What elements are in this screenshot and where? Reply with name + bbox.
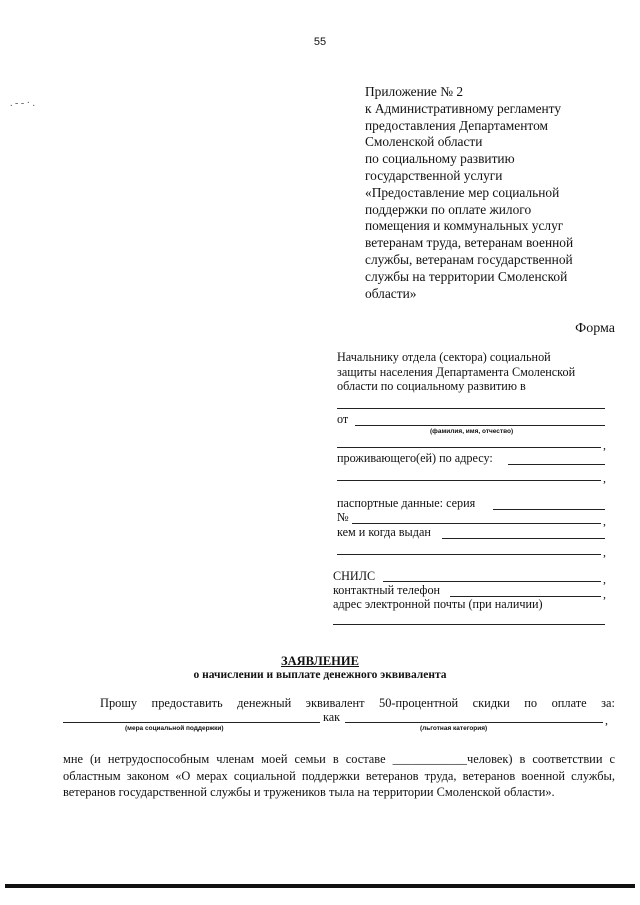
snils-label: СНИЛС — [333, 569, 376, 583]
email-field[interactable] — [333, 624, 605, 625]
category-caption: (льготная категория) — [420, 725, 488, 732]
appendix-line: службы на территории Смоленской — [365, 268, 568, 284]
residence-field-2[interactable] — [337, 480, 601, 481]
passport-label: паспортные данные: серия — [337, 496, 476, 510]
comma: , — [603, 438, 606, 452]
category-field[interactable] — [345, 722, 603, 723]
issued-field-2[interactable] — [337, 554, 601, 555]
measure-caption: (мера социальной поддержки) — [125, 725, 224, 732]
form-label: Форма — [575, 321, 615, 336]
comma: , — [605, 713, 608, 727]
issued-field[interactable] — [442, 538, 605, 539]
scan-edge-bar — [5, 884, 635, 888]
comma: , — [603, 514, 606, 528]
appendix-line: по социальному развитию — [365, 151, 515, 167]
appendix-line: «Предоставление мер социальной — [365, 184, 560, 200]
appendix-line: Смоленской области — [365, 134, 483, 150]
fio-caption: (фамилия, имя, отчество) — [430, 428, 514, 435]
passport-series-field[interactable] — [493, 509, 605, 510]
fio-field[interactable] — [355, 425, 605, 426]
page-number: 55 — [313, 36, 327, 48]
measure-field[interactable] — [63, 722, 320, 723]
appendix-line: области» — [365, 285, 417, 301]
appendix-line: предоставления Департаментом — [365, 117, 548, 133]
comma: , — [603, 545, 606, 559]
snils-field[interactable] — [383, 581, 601, 582]
statement-subtitle: о начислении и выплате денежного эквивалента — [193, 669, 447, 681]
residence-field[interactable] — [508, 464, 605, 465]
as-word: как — [323, 710, 341, 724]
addressee-line: области по социальному развитию в — [337, 379, 526, 393]
residence-label: проживающего(ей) по адресу: — [337, 451, 493, 465]
comma: , — [603, 587, 606, 601]
statement-title: ЗАЯВЛЕНИЕ — [281, 654, 359, 668]
issued-label: кем и когда выдан — [337, 525, 431, 539]
statement-paragraph: мне (и нетрудоспособным членам моей семьи в составе ____________человек) в соответствии с областным законом «О мерах социальной поддержки ветеранов труда, ветеранов военной службы, ветеранов государственной службы и тружеников тыла на территории Смоленской области». — [63, 752, 615, 799]
appendix-line: службы, ветеранам государственной — [365, 251, 573, 267]
addressee-line: защиты населения Департамента Смоленской — [337, 364, 576, 379]
scan-specks: . - - · . — [10, 98, 35, 109]
department-field[interactable] — [337, 408, 605, 409]
fio-field-2[interactable] — [337, 447, 601, 448]
appendix-line: Приложение № 2 — [365, 84, 464, 99]
phone-label: контактный телефон — [333, 583, 441, 597]
addressee-block — [337, 350, 612, 394]
addressee-line: Начальнику отдела (сектора) социальной — [337, 350, 551, 364]
request-line: Прошу предоставить денежный эквивалент 50-процентной скидки по оплате за: — [100, 696, 615, 710]
comma: , — [603, 471, 606, 485]
comma: , — [603, 572, 606, 586]
appendix-line: к Административному регламенту — [365, 100, 562, 116]
appendix-line: помещения и коммунальных услуг — [365, 218, 564, 234]
passport-number-field[interactable] — [352, 523, 601, 524]
appendix-block — [365, 84, 625, 302]
passport-number-label: № — [337, 510, 349, 524]
email-label: адрес электронной почты (при наличии) — [333, 597, 543, 611]
appendix-line: ветеранам труда, ветеранам военной — [365, 235, 574, 251]
appendix-line: государственной услуги — [365, 167, 503, 183]
from-label: от — [337, 412, 349, 426]
appendix-line: поддержки по оплате жилого — [365, 201, 532, 217]
